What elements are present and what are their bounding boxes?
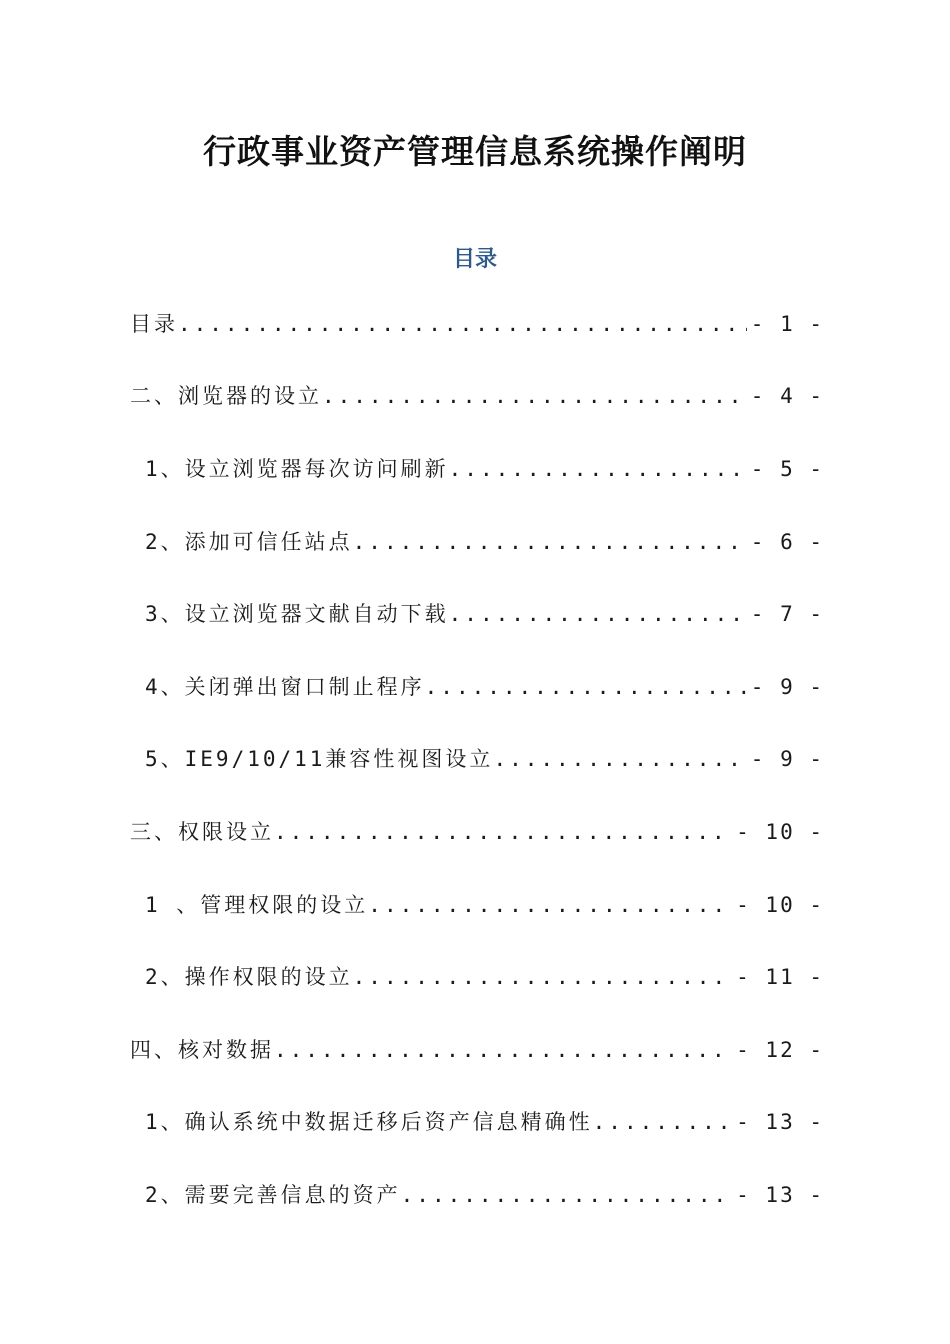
toc-page-number: - 12 - <box>736 1038 824 1062</box>
document-title: 行政事业资产管理信息系统操作阐明 <box>203 132 747 171</box>
toc-entry-text: 4、关闭弹出窗口制止程序 <box>145 675 425 699</box>
toc-dot-leader <box>449 449 747 489</box>
toc-page-number: - 10 - <box>736 820 824 844</box>
toc-dot-leader <box>493 739 746 779</box>
toc-dot-leader <box>274 1030 732 1070</box>
toc-entry-popup-blocker[interactable] <box>145 667 824 707</box>
toc-entry-text: 3、设立浏览器文献自动下载 <box>145 602 449 626</box>
toc-page-number: - 10 - <box>736 893 824 917</box>
toc-page-number: - 13 - <box>736 1110 824 1134</box>
toc-page-number: - 9 - <box>750 747 824 771</box>
toc-page-number: - 13 - <box>736 1183 824 1207</box>
toc-entry-incomplete-assets[interactable] <box>145 1175 824 1215</box>
toc-entry-contents[interactable] <box>130 304 824 344</box>
toc-entry-text: 2、操作权限的设立 <box>145 965 353 989</box>
toc-entry-confirm-migration[interactable] <box>145 1102 824 1142</box>
toc-entry-verify-data[interactable] <box>130 1030 824 1070</box>
toc-entry-admin-permissions[interactable] <box>145 885 824 925</box>
toc-entry-text: 1 、管理权限的设立 <box>145 893 369 917</box>
toc-dot-leader <box>322 376 747 416</box>
toc-entry-text: 1、确认系统中数据迁移后资产信息精确性 <box>145 1110 593 1134</box>
toc-entry-text: 2、添加可信任站点 <box>145 530 353 554</box>
toc-heading: 目录 <box>452 247 497 272</box>
toc-entry-text: 目录 <box>130 312 178 336</box>
toc-entry-browser-settings[interactable] <box>130 376 824 416</box>
toc-page-number: - 7 - <box>750 602 824 626</box>
toc-page-number: - 4 - <box>750 384 824 408</box>
toc-page-number: - 11 - <box>736 965 824 989</box>
toc-entry-text: 1、设立浏览器每次访问刷新 <box>145 457 449 481</box>
toc-entry-compat-view[interactable] <box>145 739 824 779</box>
toc-dot-leader <box>178 304 747 344</box>
toc-entry-text: 5、IE9/10/11兼容性视图设立 <box>145 747 494 771</box>
toc-dot-leader <box>353 957 732 997</box>
toc-dot-leader <box>274 812 732 852</box>
toc-dot-leader <box>368 885 732 925</box>
toc-entry-auto-download[interactable] <box>145 594 824 634</box>
toc-entry-text: 三、权限设立 <box>130 820 274 844</box>
toc-dot-leader <box>425 667 747 707</box>
toc-page-number: - 1 - <box>750 312 824 336</box>
toc-page-number: - 9 - <box>750 675 824 699</box>
toc-dot-leader <box>593 1102 732 1142</box>
toc-entry-permissions[interactable] <box>130 812 824 852</box>
toc-entry-operation-permissions[interactable] <box>145 957 824 997</box>
toc-page-number: - 5 - <box>750 457 824 481</box>
toc-entry-refresh-setting[interactable] <box>145 449 824 489</box>
toc-page-number: - 6 - <box>750 530 824 554</box>
toc-entry-text: 2、需要完善信息的资产 <box>145 1183 401 1207</box>
toc-dot-leader <box>353 522 747 562</box>
toc-dot-leader <box>401 1175 732 1215</box>
toc-entry-text: 二、浏览器的设立 <box>130 384 322 408</box>
toc-entry-trusted-sites[interactable] <box>145 522 824 562</box>
toc-dot-leader <box>449 594 747 634</box>
toc-entry-text: 四、核对数据 <box>130 1038 274 1062</box>
